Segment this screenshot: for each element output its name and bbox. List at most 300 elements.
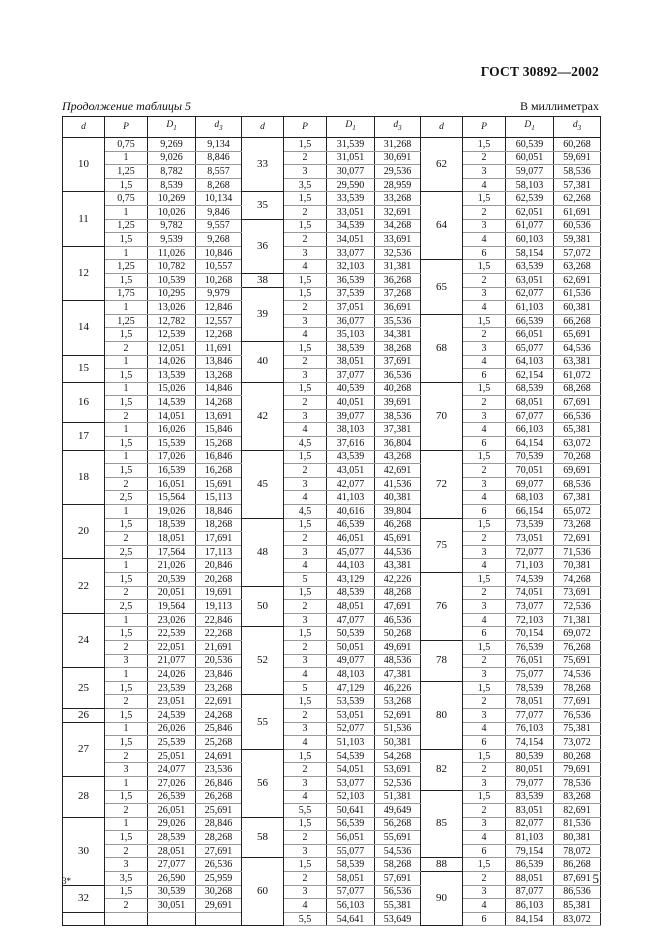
d3-cell: 15,268 xyxy=(196,437,242,451)
d3-cell: 61,536 xyxy=(554,287,601,301)
d1-cell: 83,539 xyxy=(506,790,554,804)
pitch-cell: 1,25 xyxy=(105,165,148,179)
d1-cell: 60,539 xyxy=(506,138,554,152)
d3-cell: 87,691 xyxy=(554,872,601,886)
d3-cell: 42,691 xyxy=(375,464,421,478)
pitch-cell: 1,5 xyxy=(463,314,506,328)
pitch-cell: 1,5 xyxy=(284,817,327,831)
d3-cell: 42,226 xyxy=(375,573,421,587)
d1-cell: 68,539 xyxy=(506,382,554,396)
d1-cell: 14,051 xyxy=(148,409,196,423)
pitch-cell: 2 xyxy=(284,464,327,478)
d1-cell: 38,051 xyxy=(327,355,375,369)
nominal-diameter-cell: 60 xyxy=(242,858,284,926)
pitch-cell: 1,5 xyxy=(105,885,148,899)
table-row xyxy=(63,804,601,818)
pitch-cell: 2 xyxy=(463,586,506,600)
d1-cell: 28,051 xyxy=(148,844,196,858)
d1-cell: 66,051 xyxy=(506,328,554,342)
pitch-cell: 1,5 xyxy=(284,450,327,464)
d3-cell: 55,691 xyxy=(375,831,421,845)
d3-cell: 81,536 xyxy=(554,817,601,831)
pitch-cell: 2,5 xyxy=(105,545,148,559)
table-row xyxy=(63,817,601,831)
pitch-cell: 1,5 xyxy=(284,219,327,233)
pitch-cell: 4 xyxy=(463,831,506,845)
d3-cell: 19,113 xyxy=(196,600,242,614)
d3-cell: 24,268 xyxy=(196,708,242,722)
pitch-cell: 2 xyxy=(463,804,506,818)
pitch-cell: 1,25 xyxy=(105,314,148,328)
d1-cell: 50,051 xyxy=(327,640,375,654)
d3-cell: 38,268 xyxy=(375,341,421,355)
d3-cell: 37,268 xyxy=(375,287,421,301)
d1-cell: 58,103 xyxy=(506,178,554,192)
table-row xyxy=(63,640,601,654)
d3-cell: 72,536 xyxy=(554,600,601,614)
d3-cell: 26,536 xyxy=(196,858,242,872)
d1-cell: 19,564 xyxy=(148,600,196,614)
pitch-cell: 3 xyxy=(284,654,327,668)
pitch-cell: 4 xyxy=(284,423,327,437)
d3-cell: 10,268 xyxy=(196,273,242,287)
pitch-cell: 6 xyxy=(463,844,506,858)
nominal-diameter-cell: 62 xyxy=(421,138,463,192)
d3-cell: 50,381 xyxy=(375,736,421,750)
pitch-cell: 3 xyxy=(284,246,327,260)
d1-cell: 44,103 xyxy=(327,559,375,573)
d3-cell: 27,691 xyxy=(196,844,242,858)
pitch-cell: 4,5 xyxy=(284,437,327,451)
pitch-cell: 1,5 xyxy=(284,382,327,396)
pitch-cell: 4 xyxy=(463,423,506,437)
pitch-cell: 3 xyxy=(284,885,327,899)
d3-cell: 74,268 xyxy=(554,573,601,587)
table-row xyxy=(63,885,601,899)
pitch-cell: 1,5 xyxy=(105,736,148,750)
d3-cell: 28,846 xyxy=(196,817,242,831)
col-header-d: d xyxy=(242,117,284,138)
table-row xyxy=(63,695,601,709)
d3-cell: 75,691 xyxy=(554,654,601,668)
table-row xyxy=(63,708,601,722)
d1-cell: 64,103 xyxy=(506,355,554,369)
pitch-cell: 4 xyxy=(284,668,327,682)
d3-cell: 57,381 xyxy=(554,178,601,192)
pitch-cell: 2 xyxy=(105,695,148,709)
d1-cell: 29,026 xyxy=(148,817,196,831)
pitch-cell: 2 xyxy=(463,872,506,886)
pitch-cell: 1,5 xyxy=(284,341,327,355)
d1-cell: 30,051 xyxy=(148,899,196,913)
d3-cell: 48,268 xyxy=(375,586,421,600)
d3-cell: 69,691 xyxy=(554,464,601,478)
pitch-cell: 1,5 xyxy=(463,790,506,804)
d3-cell: 28,268 xyxy=(196,831,242,845)
pitch-cell: 6 xyxy=(463,369,506,383)
table-row xyxy=(63,749,601,763)
nominal-diameter-cell: 85 xyxy=(421,790,463,858)
pitch-cell: 4 xyxy=(284,736,327,750)
d1-cell: 66,154 xyxy=(506,505,554,519)
d3-cell: 9,846 xyxy=(196,205,242,219)
table-row xyxy=(63,341,601,355)
pitch-cell: 6 xyxy=(463,505,506,519)
pitch-cell: 5 xyxy=(284,681,327,695)
d1-cell: 40,616 xyxy=(327,505,375,519)
d3-cell: 37,691 xyxy=(375,355,421,369)
d1-cell: 15,539 xyxy=(148,437,196,451)
table-row xyxy=(63,205,601,219)
d3-cell: 59,381 xyxy=(554,233,601,247)
d1-cell: 20,539 xyxy=(148,573,196,587)
d3-cell: 44,536 xyxy=(375,545,421,559)
nominal-diameter-cell: 10 xyxy=(63,138,105,192)
d1-cell: 43,539 xyxy=(327,450,375,464)
pitch-cell: 3 xyxy=(463,600,506,614)
pitch-cell: 0,75 xyxy=(105,192,148,206)
d1-cell: 12,051 xyxy=(148,341,196,355)
d3-cell: 51,381 xyxy=(375,790,421,804)
pitch-cell: 1,5 xyxy=(463,192,506,206)
pitch-cell: 4 xyxy=(284,899,327,913)
table-row xyxy=(63,178,601,192)
d3-cell: 73,691 xyxy=(554,586,601,600)
d3-cell: 16,846 xyxy=(196,450,242,464)
pitch-cell: 2 xyxy=(105,640,148,654)
d1-cell: 37,077 xyxy=(327,369,375,383)
d3-cell: 79,691 xyxy=(554,763,601,777)
pitch-cell: 2 xyxy=(105,532,148,546)
pitch-cell: 4 xyxy=(284,328,327,342)
d1-cell: 61,077 xyxy=(506,219,554,233)
d1-cell: 24,026 xyxy=(148,668,196,682)
d1-cell: 27,026 xyxy=(148,776,196,790)
table-row xyxy=(63,273,601,287)
d3-cell: 9,268 xyxy=(196,233,242,247)
d3-cell: 9,979 xyxy=(196,287,242,301)
d1-cell: 11,026 xyxy=(148,246,196,260)
pitch-cell: 1,5 xyxy=(105,328,148,342)
d1-cell: 33,539 xyxy=(327,192,375,206)
d1-cell: 39,077 xyxy=(327,409,375,423)
pitch-cell: 1 xyxy=(105,205,148,219)
d1-cell: 12,782 xyxy=(148,314,196,328)
d1-cell: 74,154 xyxy=(506,736,554,750)
pitch-cell: 1,5 xyxy=(284,273,327,287)
d1-cell: 9,026 xyxy=(148,151,196,165)
nominal-diameter-cell: 36 xyxy=(242,219,284,273)
d3-cell: 58,536 xyxy=(554,165,601,179)
table-row xyxy=(63,301,601,315)
d3-cell: 80,381 xyxy=(554,831,601,845)
d3-cell: 34,268 xyxy=(375,219,421,233)
document-code: ГОСТ 30892—2002 xyxy=(480,64,599,79)
d3-cell: 40,381 xyxy=(375,491,421,505)
d1-cell: 26,539 xyxy=(148,790,196,804)
d1-cell: 9,782 xyxy=(148,219,196,233)
d1-cell: 16,051 xyxy=(148,477,196,491)
pitch-cell: 1 xyxy=(105,722,148,736)
d1-cell: 21,026 xyxy=(148,559,196,573)
pitch-cell: 1,5 xyxy=(463,450,506,464)
nominal-diameter-cell: 20 xyxy=(63,505,105,559)
d3-cell: 34,381 xyxy=(375,328,421,342)
d3-cell: 10,846 xyxy=(196,246,242,260)
d1-cell: 62,051 xyxy=(506,205,554,219)
pitch-cell: 1 xyxy=(105,668,148,682)
nominal-diameter-cell: 45 xyxy=(242,450,284,518)
d1-cell: 14,026 xyxy=(148,355,196,369)
d3-cell: 9,557 xyxy=(196,219,242,233)
d1-cell: 58,051 xyxy=(327,872,375,886)
d1-cell: 77,077 xyxy=(506,708,554,722)
table-row xyxy=(63,613,601,627)
d3-cell: 47,691 xyxy=(375,600,421,614)
pitch-cell: 1,5 xyxy=(105,627,148,641)
nominal-diameter-cell: 55 xyxy=(242,695,284,749)
d1-cell: 62,539 xyxy=(506,192,554,206)
pitch-cell: 1,5 xyxy=(284,586,327,600)
d1-cell: 74,051 xyxy=(506,586,554,600)
pitch-cell: 2 xyxy=(284,532,327,546)
table-row xyxy=(63,912,601,926)
pitch-cell: 3 xyxy=(284,545,327,559)
pitch-cell: 3 xyxy=(463,287,506,301)
table-row xyxy=(63,287,601,301)
pitch-cell: 1,5 xyxy=(105,233,148,247)
d3-cell: 16,268 xyxy=(196,464,242,478)
d1-cell: 78,539 xyxy=(506,681,554,695)
col-header-d1: $D_1$ xyxy=(506,117,554,138)
footer-mark: 3* xyxy=(62,876,71,886)
d3-cell: 17,691 xyxy=(196,532,242,546)
pitch-cell: 3 xyxy=(284,844,327,858)
nominal-diameter-cell: 56 xyxy=(242,749,284,817)
d1-cell: 32,103 xyxy=(327,260,375,274)
d3-cell: 78,268 xyxy=(554,681,601,695)
d1-cell: 70,154 xyxy=(506,627,554,641)
pitch-cell: 1,5 xyxy=(463,749,506,763)
pitch-cell: 2 xyxy=(463,151,506,165)
d3-cell: 14,846 xyxy=(196,382,242,396)
pitch-cell: 3,5 xyxy=(284,178,327,192)
d3-cell: 49,649 xyxy=(375,804,421,818)
pitch-cell: 2 xyxy=(105,409,148,423)
d3-cell: 9,134 xyxy=(196,138,242,152)
d1-cell: 9,539 xyxy=(148,233,196,247)
pitch-cell: 3 xyxy=(463,165,506,179)
nominal-diameter-cell: 30 xyxy=(63,817,105,885)
d1-cell: 78,051 xyxy=(506,695,554,709)
d1-cell: 62,154 xyxy=(506,369,554,383)
nominal-diameter-cell: 24 xyxy=(63,613,105,667)
d3-cell: 15,691 xyxy=(196,477,242,491)
d1-cell: 37,539 xyxy=(327,287,375,301)
pitch-cell: 2 xyxy=(105,844,148,858)
d3-cell: 47,381 xyxy=(375,668,421,682)
d3-cell: 20,536 xyxy=(196,654,242,668)
d1-cell: 75,077 xyxy=(506,668,554,682)
pitch-cell: 3,5 xyxy=(105,872,148,886)
d1-cell: 87,077 xyxy=(506,885,554,899)
table-row xyxy=(63,369,601,383)
table-row xyxy=(63,627,601,641)
pitch-cell: 1,5 xyxy=(105,518,148,532)
pitch-cell: 4 xyxy=(463,613,506,627)
table-row xyxy=(63,382,601,396)
pitch-cell: 1,5 xyxy=(105,573,148,587)
pitch-cell: 1 xyxy=(105,505,148,519)
d1-cell: 55,077 xyxy=(327,844,375,858)
pitch-cell: 1,5 xyxy=(105,708,148,722)
pitch-cell: 6 xyxy=(463,912,506,926)
d3-cell: 29,691 xyxy=(196,899,242,913)
d3-cell: 28,959 xyxy=(375,178,421,192)
pitch-cell: 2 xyxy=(105,586,148,600)
pitch-cell: 2 xyxy=(284,640,327,654)
d3-cell: 30,268 xyxy=(196,885,242,899)
table-continuation-caption: Продолжение таблицы 5 xyxy=(62,99,192,113)
pitch-cell: 4 xyxy=(463,722,506,736)
d3-cell: 25,959 xyxy=(196,872,242,886)
d3-cell: 63,381 xyxy=(554,355,601,369)
pitch-cell: 1,5 xyxy=(284,627,327,641)
pitch-cell: 1,5 xyxy=(105,831,148,845)
table-row xyxy=(63,260,601,274)
col-header-p: P xyxy=(105,117,148,138)
d1-cell: 83,051 xyxy=(506,804,554,818)
d1-cell: 14,539 xyxy=(148,396,196,410)
pitch-cell: 1,25 xyxy=(105,219,148,233)
pitch-cell: 2 xyxy=(284,396,327,410)
d3-cell: 25,268 xyxy=(196,736,242,750)
d3-cell: 49,691 xyxy=(375,640,421,654)
d3-cell: 74,536 xyxy=(554,668,601,682)
col-header-d: d xyxy=(421,117,463,138)
d1-cell: 71,103 xyxy=(506,559,554,573)
table-row xyxy=(63,518,601,532)
pitch-cell: 1,5 xyxy=(105,396,148,410)
nominal-diameter-cell: 40 xyxy=(242,341,284,382)
pitch-cell: 2 xyxy=(463,532,506,546)
d1-cell: 56,539 xyxy=(327,817,375,831)
d3-cell: 86,268 xyxy=(554,858,601,872)
d3-cell: 22,846 xyxy=(196,613,242,627)
d1-cell: 76,539 xyxy=(506,640,554,654)
d1-cell: 16,539 xyxy=(148,464,196,478)
d3-cell: 13,691 xyxy=(196,409,242,423)
d3-cell: 43,381 xyxy=(375,559,421,573)
d1-cell: 10,295 xyxy=(148,287,196,301)
d3-cell: 37,381 xyxy=(375,423,421,437)
d3-cell: 36,691 xyxy=(375,301,421,315)
table-row xyxy=(63,844,601,858)
table-row xyxy=(63,559,601,573)
d1-cell: 40,539 xyxy=(327,382,375,396)
d1-cell: 38,103 xyxy=(327,423,375,437)
table-row xyxy=(63,450,601,464)
pitch-cell: 6 xyxy=(463,437,506,451)
d3-cell: 23,536 xyxy=(196,763,242,777)
d1-cell: 18,539 xyxy=(148,518,196,532)
d1-cell: 64,154 xyxy=(506,437,554,451)
nominal-diameter-cell: 26 xyxy=(63,708,105,722)
d3-cell: 33,691 xyxy=(375,233,421,247)
empty-cell xyxy=(196,912,242,926)
d3-cell: 30,691 xyxy=(375,151,421,165)
pitch-cell: 4 xyxy=(463,899,506,913)
table-row xyxy=(63,138,601,152)
d3-cell: 18,268 xyxy=(196,518,242,532)
table-row xyxy=(63,545,601,559)
d3-cell: 43,268 xyxy=(375,450,421,464)
d3-cell: 33,268 xyxy=(375,192,421,206)
pitch-cell: 3 xyxy=(284,314,327,328)
d1-cell: 54,051 xyxy=(327,763,375,777)
d1-cell: 51,103 xyxy=(327,736,375,750)
nominal-diameter-cell: 15 xyxy=(63,355,105,382)
d1-cell: 33,051 xyxy=(327,205,375,219)
pitch-cell: 1,5 xyxy=(463,382,506,396)
d3-cell: 17,113 xyxy=(196,545,242,559)
table-row xyxy=(63,872,601,886)
d1-cell: 86,539 xyxy=(506,858,554,872)
d3-cell: 14,268 xyxy=(196,396,242,410)
d1-cell: 50,539 xyxy=(327,627,375,641)
thread-table xyxy=(62,116,600,926)
pitch-cell: 2 xyxy=(284,151,327,165)
pitch-cell: 4 xyxy=(284,260,327,274)
d1-cell: 86,103 xyxy=(506,899,554,913)
pitch-cell: 2 xyxy=(463,654,506,668)
d3-cell: 41,536 xyxy=(375,477,421,491)
d3-cell: 72,691 xyxy=(554,532,601,546)
d1-cell: 61,103 xyxy=(506,301,554,315)
d1-cell: 48,103 xyxy=(327,668,375,682)
d1-cell: 30,077 xyxy=(327,165,375,179)
d3-cell: 25,846 xyxy=(196,722,242,736)
table-row xyxy=(63,151,601,165)
pitch-cell: 1,75 xyxy=(105,287,148,301)
d1-cell: 60,051 xyxy=(506,151,554,165)
d3-cell: 76,536 xyxy=(554,708,601,722)
d3-cell: 51,536 xyxy=(375,722,421,736)
d1-cell: 48,539 xyxy=(327,586,375,600)
d1-cell: 66,103 xyxy=(506,423,554,437)
pitch-cell: 5 xyxy=(284,573,327,587)
nominal-diameter-cell: 14 xyxy=(63,301,105,355)
d3-cell: 10,557 xyxy=(196,260,242,274)
d1-cell: 24,077 xyxy=(148,763,196,777)
d3-cell: 73,268 xyxy=(554,518,601,532)
table-row xyxy=(63,409,601,423)
d1-cell: 23,051 xyxy=(148,695,196,709)
pitch-cell: 3 xyxy=(284,409,327,423)
table-row xyxy=(63,763,601,777)
pitch-cell: 1,5 xyxy=(463,858,506,872)
d1-cell: 53,539 xyxy=(327,695,375,709)
d3-cell: 46,536 xyxy=(375,613,421,627)
d1-cell: 27,077 xyxy=(148,858,196,872)
d1-cell: 50,641 xyxy=(327,804,375,818)
pitch-cell: 4 xyxy=(284,790,327,804)
d3-cell: 57,691 xyxy=(375,872,421,886)
d3-cell: 59,691 xyxy=(554,151,601,165)
d3-cell: 45,691 xyxy=(375,532,421,546)
nominal-diameter-cell: 82 xyxy=(421,749,463,790)
pitch-cell: 2 xyxy=(105,804,148,818)
